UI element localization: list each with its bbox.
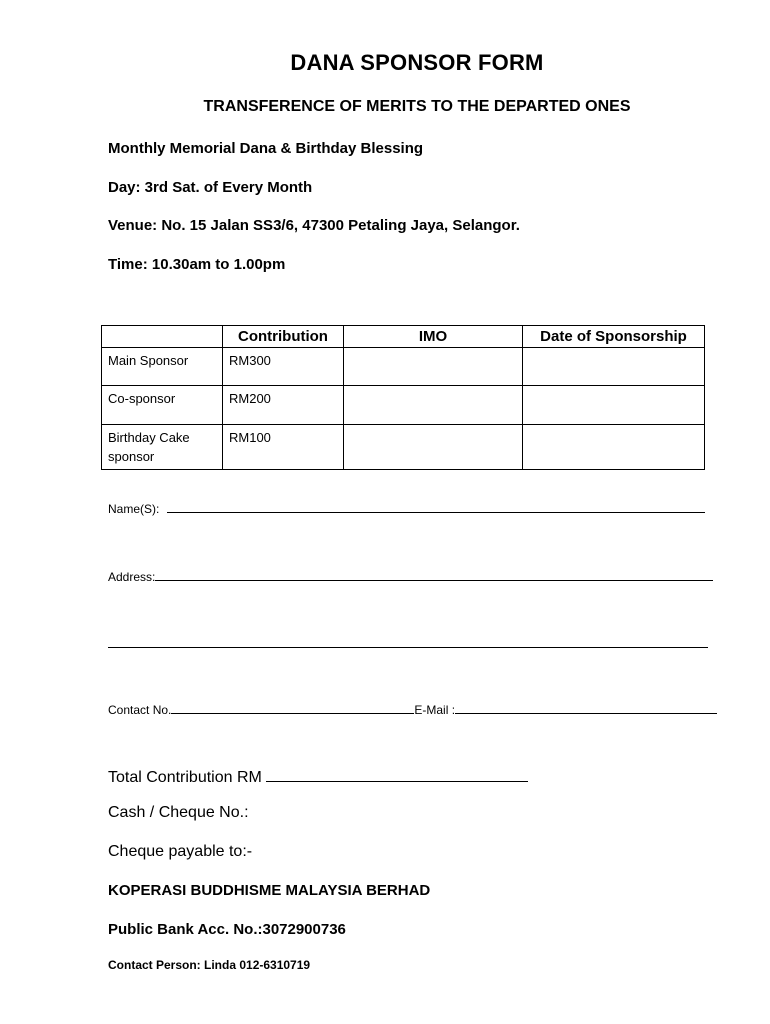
email-field[interactable] [455,701,717,714]
sponsorship-table [101,325,705,470]
table-row [102,425,705,470]
imo-cell[interactable] [344,425,523,470]
address-field[interactable] [155,568,713,581]
contact-person: Contact Person: Linda 012-6310719 [108,958,311,972]
sponsor-amount: RM100 [223,425,344,470]
event-venue: Venue: No. 15 Jalan SS3/6, 47300 Petaling Jaya, Selangor. [108,217,520,234]
table-header: Contribution [223,326,344,348]
email-label: E-Mail : [414,703,456,717]
name-field[interactable] [167,500,705,513]
cash-cheque-label: Cash / Cheque No.: [108,804,249,821]
table-header: IMO [344,326,523,348]
total-row [108,765,528,787]
sponsor-type: Birthday Cake sponsor [102,425,223,470]
sponsor-type: Main Sponsor [102,348,223,386]
form-subtitle: TRANSFERENCE OF MERITS TO THE DEPARTED ONES [203,98,631,115]
bank-account: Public Bank Acc. No.:3072900736 [108,921,346,938]
sponsor-amount: RM300 [223,348,344,386]
date-cell[interactable] [523,348,705,386]
event-time: Time: 10.30am to 1.00pm [108,256,286,273]
sponsor-amount: RM200 [223,386,344,425]
table-header: Date of Sponsorship [523,326,705,348]
event-day: Day: 3rd Sat. of Every Month [108,179,313,196]
total-field[interactable] [266,765,528,782]
address-field-line2[interactable] [108,635,708,648]
address-label: Address: [108,570,156,584]
date-cell[interactable] [523,425,705,470]
table-header-row [102,326,705,348]
table-row [102,348,705,386]
contact-field[interactable] [171,701,414,714]
imo-cell[interactable] [344,386,523,425]
form-title: DANA SPONSOR FORM [290,50,544,75]
sponsor-type: Co-sponsor [102,386,223,425]
payee-name: KOPERASI BUDDHISME MALAYSIA BERHAD [108,882,431,899]
table-row [102,386,705,425]
name-label: Name(S): [108,502,160,516]
date-cell[interactable] [523,386,705,425]
address-row [108,568,713,584]
event-name: Monthly Memorial Dana & Birthday Blessing [108,140,424,157]
imo-cell[interactable] [344,348,523,386]
contact-row [108,701,717,717]
name-row [108,500,705,516]
contact-label: Contact No. [108,703,172,717]
table-header [102,326,223,348]
total-label: Total Contribution RM [108,769,262,786]
payable-label: Cheque payable to:- [108,843,253,860]
